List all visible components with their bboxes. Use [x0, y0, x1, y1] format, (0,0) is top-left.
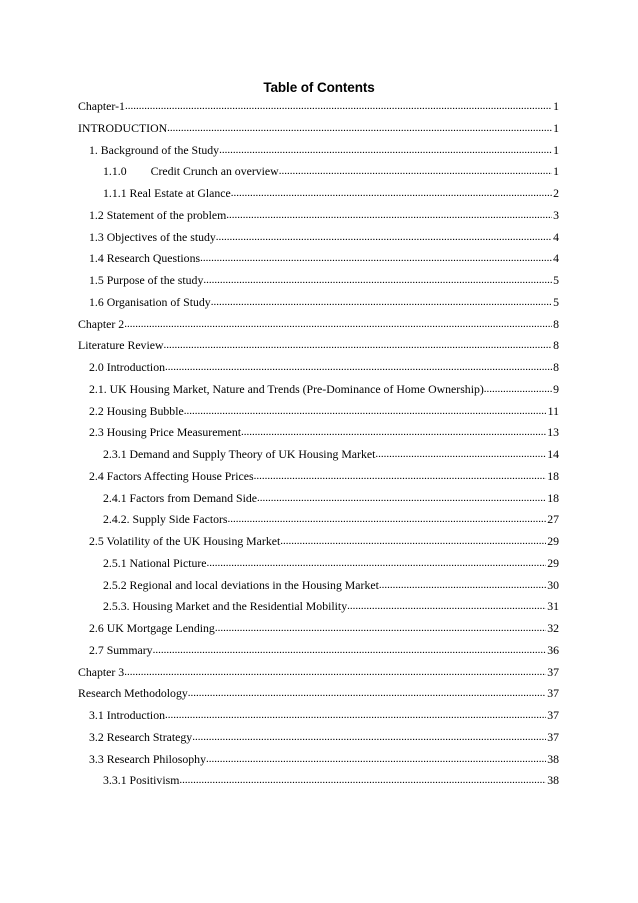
toc-dot-leader	[164, 337, 553, 353]
toc-page-number: 14	[547, 447, 559, 461]
toc-dot-leader	[192, 729, 546, 745]
toc-entry[interactable]	[103, 185, 559, 201]
toc-entry-label: 1.5 Purpose of the study	[89, 273, 204, 287]
toc-dot-leader	[206, 751, 546, 767]
toc-page-number: 29	[547, 534, 559, 548]
toc-page-number: 11	[547, 403, 559, 418]
toc-dot-leader	[216, 229, 552, 245]
toc-entry[interactable]	[103, 772, 559, 788]
toc-page-number: 8	[553, 316, 559, 331]
toc-entry[interactable]	[89, 272, 559, 288]
toc-entry-label: 2.3.1 Demand and Supply Theory of UK Housing Market	[103, 447, 376, 461]
toc-entry-label: 1.2 Statement of the problem	[89, 207, 227, 222]
toc-page-number: 9	[553, 381, 559, 396]
toc-page-number: 18	[547, 490, 559, 505]
toc-dot-leader	[241, 424, 546, 440]
toc-page-number: 13	[547, 425, 559, 440]
toc-dot-leader	[188, 685, 546, 701]
toc-entry[interactable]	[78, 664, 559, 680]
toc-entry[interactable]	[78, 316, 559, 332]
toc-page-number: 5	[553, 294, 559, 309]
toc-entry-label: 2.6 UK Mortgage Lending	[89, 621, 215, 635]
toc-page-number: 4	[553, 251, 559, 266]
toc-dot-leader	[203, 272, 552, 288]
toc-dot-leader	[231, 185, 552, 201]
toc-entry-label: 2.5.3. Housing Market and the Residential Mobility	[103, 599, 348, 614]
toc-page-number: 38	[547, 773, 559, 788]
toc-dot-leader	[279, 163, 552, 179]
toc-entry-label: INTRODUCTION	[78, 120, 168, 135]
toc-page-number: 36	[547, 642, 559, 657]
toc-entry[interactable]	[89, 620, 559, 636]
toc-page-number: 2	[553, 186, 559, 200]
toc-entry-label: 2.4.1 Factors from Demand Side	[103, 490, 257, 505]
toc-dot-leader	[226, 207, 552, 223]
toc-entry-label: 1.3 Objectives of the study	[89, 229, 216, 244]
toc-page-number: 1	[553, 164, 559, 179]
toc-entry-label: Chapter-1	[78, 99, 125, 113]
toc-entry-label: 1.1.1 Real Estate at Glance	[103, 186, 231, 200]
toc-dot-leader	[200, 250, 552, 266]
toc-entry-label: 3.1 Introduction	[89, 708, 166, 722]
toc-entry-label: 2.7 Summary	[89, 642, 153, 657]
toc-page-number: 18	[547, 468, 559, 483]
toc-entry[interactable]	[103, 577, 559, 593]
toc-entry-label: 1. Background of the Study	[89, 142, 220, 157]
toc-entry[interactable]	[78, 337, 559, 353]
toc-entry-label: 2.4 Factors Affecting House Prices	[89, 468, 254, 483]
toc-page-number: 38	[547, 751, 559, 766]
toc-dot-leader	[379, 577, 546, 593]
toc-entry[interactable]	[89, 424, 559, 440]
toc-entry[interactable]	[103, 598, 559, 614]
toc-page-number: 8	[553, 360, 559, 374]
toc-entry[interactable]	[89, 707, 559, 723]
toc-page-number: 8	[553, 338, 559, 353]
toc-entry-label: 2.5.2 Regional and local deviations in the Housing Market	[103, 577, 379, 592]
toc-entry[interactable]	[89, 403, 559, 419]
toc-page-number: 1	[553, 120, 559, 135]
toc-dot-leader	[124, 316, 552, 332]
toc-dot-leader	[153, 642, 547, 658]
toc-entry-label: 2.2 Housing Bubble	[89, 403, 184, 418]
toc-dot-leader	[280, 533, 546, 549]
toc-title: Table of Contents	[263, 80, 375, 95]
toc-page-number: 37	[547, 686, 559, 701]
toc-entry-label: 2.5.1 National Picture	[103, 555, 207, 570]
toc-entry[interactable]	[89, 294, 559, 310]
toc-dot-leader	[184, 403, 547, 419]
toc-entry[interactable]	[78, 685, 559, 701]
toc-entry-label: 1.4 Research Questions	[89, 251, 201, 266]
toc-entry[interactable]	[89, 142, 559, 158]
toc-dot-leader	[125, 98, 552, 114]
toc-dot-leader	[165, 359, 552, 375]
toc-page-number: 37	[547, 708, 559, 722]
toc-page-number: 3	[553, 207, 559, 222]
toc-entry[interactable]	[103, 511, 559, 527]
toc-entry-label: Research Methodology	[78, 686, 188, 701]
toc-entry[interactable]	[103, 163, 559, 179]
toc-page-number: 37	[547, 729, 559, 744]
toc-entry[interactable]	[78, 98, 559, 114]
toc-entry-label-title: Credit Crunch an overview	[150, 164, 279, 179]
toc-entry-label: 1.1.0	[103, 164, 127, 179]
toc-page-number: 29	[547, 555, 559, 570]
toc-entry-label: 3.2 Research Strategy	[89, 729, 193, 744]
toc-entry[interactable]	[89, 229, 559, 245]
toc-entry-label: Literature Review	[78, 338, 164, 353]
toc-page-number: 37	[547, 664, 559, 679]
toc-dot-leader	[375, 446, 546, 462]
toc-entry[interactable]	[103, 490, 559, 506]
toc-entry-label: 3.3 Research Philosophy	[89, 751, 206, 766]
toc-entry-label: 2.1. UK Housing Market, Nature and Trends (Pre-Dominance of Home Ownership)	[89, 381, 484, 396]
toc-entry[interactable]	[89, 250, 559, 266]
toc-entry-label: Chapter 3	[78, 664, 125, 679]
toc-entry-label: 2.4.2. Supply Side Factors	[103, 512, 228, 527]
toc-dot-leader	[257, 490, 546, 506]
toc-page-number: 30	[547, 577, 559, 592]
toc-page-number: 5	[553, 273, 559, 287]
toc-dot-leader	[167, 120, 552, 136]
toc-entry[interactable]	[89, 381, 559, 397]
toc-entry-label: 1.6 Organisation of Study	[89, 294, 211, 309]
toc-entry[interactable]	[89, 642, 559, 658]
toc-page-number: 31	[547, 599, 559, 614]
toc-entry-label: 2.3 Housing Price Measurement	[89, 425, 242, 440]
toc-dot-leader	[228, 511, 547, 527]
toc-dot-leader	[254, 468, 547, 484]
toc-entry[interactable]	[103, 555, 559, 571]
toc-dot-leader	[207, 555, 547, 571]
toc-entry-label: 3.3.1 Positivism	[103, 773, 180, 788]
toc-page-number: 32	[547, 621, 559, 635]
toc-dot-leader	[215, 620, 546, 636]
toc-entry[interactable]	[89, 729, 559, 745]
toc-dot-leader	[124, 664, 546, 680]
toc-page-number: 27	[547, 512, 559, 527]
toc-page-number: 1	[553, 99, 559, 113]
toc-entry[interactable]	[89, 533, 559, 549]
toc-entry[interactable]	[89, 468, 559, 484]
toc-entry-label: 2.5 Volatility of the UK Housing Market	[89, 534, 281, 548]
toc-dot-leader	[179, 772, 546, 788]
toc-dot-leader	[219, 142, 552, 158]
toc-entry[interactable]	[89, 207, 559, 223]
toc-dot-leader	[211, 294, 552, 310]
toc-entry[interactable]	[89, 751, 559, 767]
toc-page-number: 4	[553, 229, 559, 244]
toc-dot-leader	[347, 598, 546, 614]
toc-entry[interactable]	[89, 359, 559, 375]
toc-dot-leader	[165, 707, 546, 723]
toc-dot-leader	[484, 381, 552, 397]
toc-entry-label: 2.0 Introduction	[89, 360, 166, 374]
toc-entry-label: Chapter 2	[78, 316, 125, 331]
toc-page-number: 1	[553, 142, 559, 157]
toc-entry[interactable]	[78, 120, 559, 136]
toc-entry[interactable]	[103, 446, 559, 462]
